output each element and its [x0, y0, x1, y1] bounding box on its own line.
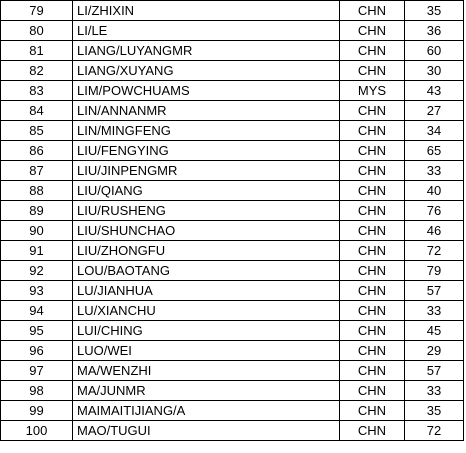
passenger-name: LOU/BAOTANG — [73, 261, 340, 281]
row-number: 84 — [1, 101, 73, 121]
table-row — [1, 141, 464, 161]
passenger-age: 46 — [405, 221, 464, 241]
table-row — [1, 121, 464, 141]
table-row — [1, 241, 464, 261]
table-row — [1, 181, 464, 201]
passenger-age: 60 — [405, 41, 464, 61]
passenger-age: 65 — [405, 141, 464, 161]
row-number: 88 — [1, 181, 73, 201]
table-row — [1, 41, 464, 61]
passenger-age: 33 — [405, 161, 464, 181]
table-row — [1, 261, 464, 281]
table-row — [1, 201, 464, 221]
country-code: CHN — [340, 321, 405, 341]
country-code: CHN — [340, 181, 405, 201]
passenger-age: 34 — [405, 121, 464, 141]
country-code: CHN — [340, 221, 405, 241]
row-number: 97 — [1, 361, 73, 381]
passenger-name: LI/ZHIXIN — [73, 1, 340, 21]
country-code: CHN — [340, 1, 405, 21]
row-number: 96 — [1, 341, 73, 361]
passenger-age: 79 — [405, 261, 464, 281]
passenger-name: LIU/RUSHENG — [73, 201, 340, 221]
country-code: CHN — [340, 61, 405, 81]
passenger-name: LIU/ZHONGFU — [73, 241, 340, 261]
row-number: 80 — [1, 21, 73, 41]
table-row — [1, 421, 464, 441]
row-number: 94 — [1, 301, 73, 321]
passenger-name: MAO/TUGUI — [73, 421, 340, 441]
passenger-age: 57 — [405, 281, 464, 301]
passenger-age: 45 — [405, 321, 464, 341]
country-code: CHN — [340, 421, 405, 441]
passenger-name: LI/LE — [73, 21, 340, 41]
passenger-name: LIM/POWCHUAMS — [73, 81, 340, 101]
passenger-name: LIU/QIANG — [73, 181, 340, 201]
row-number: 87 — [1, 161, 73, 181]
row-number: 98 — [1, 381, 73, 401]
country-code: MYS — [340, 81, 405, 101]
row-number: 100 — [1, 421, 73, 441]
country-code: CHN — [340, 381, 405, 401]
passenger-name: LIN/ANNANMR — [73, 101, 340, 121]
table-row — [1, 381, 464, 401]
table-row — [1, 301, 464, 321]
passenger-name: LU/JIANHUA — [73, 281, 340, 301]
country-code: CHN — [340, 121, 405, 141]
row-number: 91 — [1, 241, 73, 261]
row-number: 95 — [1, 321, 73, 341]
passenger-name: LIN/MINGFENG — [73, 121, 340, 141]
row-number: 89 — [1, 201, 73, 221]
passenger-age: 43 — [405, 81, 464, 101]
passenger-age: 76 — [405, 201, 464, 221]
passenger-age: 35 — [405, 1, 464, 21]
passenger-name: LIU/FENGYING — [73, 141, 340, 161]
row-number: 99 — [1, 401, 73, 421]
passenger-age: 30 — [405, 61, 464, 81]
passenger-age: 72 — [405, 241, 464, 261]
passenger-name: LIANG/XUYANG — [73, 61, 340, 81]
row-number: 90 — [1, 221, 73, 241]
country-code: CHN — [340, 241, 405, 261]
row-number: 86 — [1, 141, 73, 161]
passenger-table-body — [1, 1, 464, 441]
passenger-name: MAIMAITIJIANG/A — [73, 401, 340, 421]
passenger-age: 33 — [405, 301, 464, 321]
table-row — [1, 361, 464, 381]
table-row — [1, 21, 464, 41]
row-number: 92 — [1, 261, 73, 281]
row-number: 93 — [1, 281, 73, 301]
table-row — [1, 281, 464, 301]
passenger-age: 27 — [405, 101, 464, 121]
table-row — [1, 321, 464, 341]
passenger-name: LIU/JINPENGMR — [73, 161, 340, 181]
row-number: 81 — [1, 41, 73, 61]
table-row — [1, 221, 464, 241]
passenger-name: MA/WENZHI — [73, 361, 340, 381]
table-row — [1, 341, 464, 361]
passenger-age: 33 — [405, 381, 464, 401]
table-row — [1, 401, 464, 421]
table-row — [1, 61, 464, 81]
passenger-age: 35 — [405, 401, 464, 421]
table-row — [1, 1, 464, 21]
passenger-name: MA/JUNMR — [73, 381, 340, 401]
country-code: CHN — [340, 401, 405, 421]
table-row — [1, 101, 464, 121]
country-code: CHN — [340, 161, 405, 181]
row-number: 85 — [1, 121, 73, 141]
country-code: CHN — [340, 21, 405, 41]
passenger-name: LU/XIANCHU — [73, 301, 340, 321]
table-row — [1, 81, 464, 101]
country-code: CHN — [340, 361, 405, 381]
country-code: CHN — [340, 341, 405, 361]
passenger-age: 36 — [405, 21, 464, 41]
passenger-age: 72 — [405, 421, 464, 441]
passenger-age: 40 — [405, 181, 464, 201]
passenger-name: LIANG/LUYANGMR — [73, 41, 340, 61]
country-code: CHN — [340, 41, 405, 61]
country-code: CHN — [340, 261, 405, 281]
country-code: CHN — [340, 201, 405, 221]
country-code: CHN — [340, 281, 405, 301]
passenger-name: LUI/CHING — [73, 321, 340, 341]
country-code: CHN — [340, 101, 405, 121]
table-row — [1, 161, 464, 181]
row-number: 83 — [1, 81, 73, 101]
passenger-name: LUO/WEI — [73, 341, 340, 361]
country-code: CHN — [340, 141, 405, 161]
passenger-age: 29 — [405, 341, 464, 361]
passenger-name: LIU/SHUNCHAO — [73, 221, 340, 241]
row-number: 82 — [1, 61, 73, 81]
row-number: 79 — [1, 1, 73, 21]
country-code: CHN — [340, 301, 405, 321]
passenger-age: 57 — [405, 361, 464, 381]
